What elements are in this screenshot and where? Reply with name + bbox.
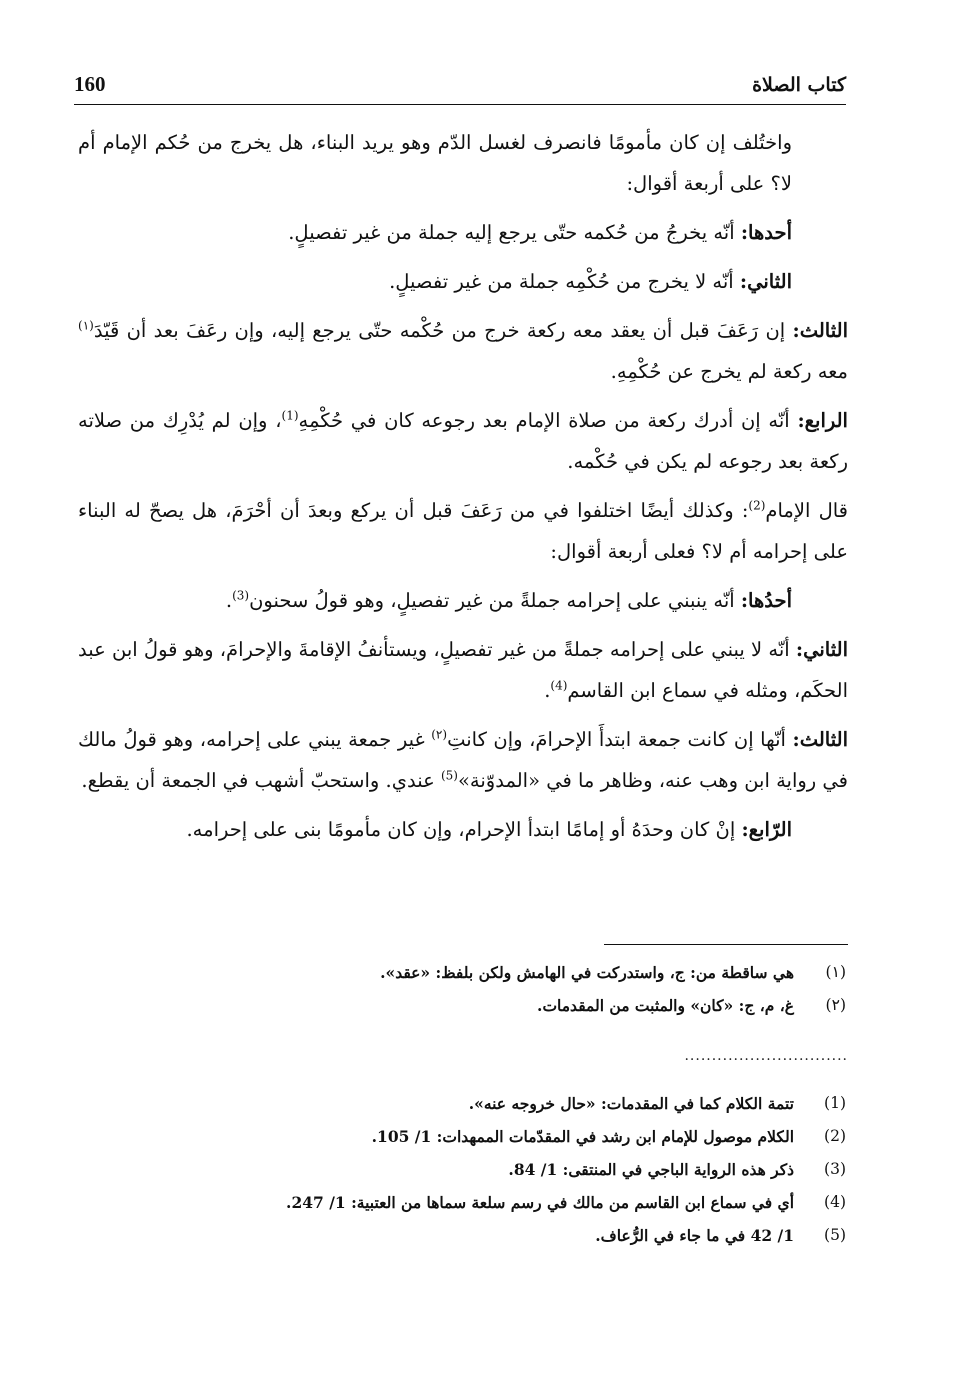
footnote-item [78,1219,848,1252]
footnote-text: هي ساقطة من: ج، واستدركت في الهامش ولكن بلفظ: «عقد». [380,963,794,982]
footnote-item [78,1120,848,1153]
footnote-text: تتمة الكلام كما في المقدمات: «حال خروجه عنه». [468,1094,794,1113]
paragraph-opinion-4 [78,400,848,482]
main-text [78,122,848,858]
paragraph-text: أنّه لا يخرج من حُكْمِه جملة من غير تفصيلٍ. [389,270,740,293]
footnote-number: (4) [824,1193,846,1211]
footnote-ref: (١) [78,318,94,333]
paragraph-lead: الرابع: [797,409,848,432]
footnote-ref: (2) [748,498,766,513]
paragraph-opinion-3 [78,310,848,392]
footnote-item [78,1186,848,1219]
paragraph-lead: الثاني: [739,270,792,293]
paragraph-opinion-2 [78,261,848,302]
footnote-ref: (4) [550,678,568,693]
paragraph-imam [78,490,848,572]
paragraph-text: غير جمعة يبني على إحرامه، وهو قولُ مالك في رواية ابن وهب عنه، وظاهر ما في «المدوّنة» [78,728,848,792]
paragraph-text: : وكذلك أيضًا اختلفوا في من رَعَفَ قبل أن يركع وبعدَ أن أحْرَمَ، هل يصحّ له البناء على إحرامه أم لا؟ فعلى أربعة أقوال: [78,499,848,563]
footnotes-commentary [78,1087,848,1252]
paragraph-text: أنّه يخرجُ من حُكمه حتّى يرجع إليه جملة من غير تفصيلٍ. [288,221,741,244]
footnote-text: ذكر هذه الرواية الباجي في المنتقى: 1/ 84. [508,1160,794,1179]
page-number: 160 [74,72,106,96]
page-header [74,70,846,105]
footnote-item [78,1153,848,1186]
footnote-text: غ، م، ج: «كان» والمثبت من المقدمات. [537,996,794,1015]
paragraph-intro [78,122,848,204]
paragraph-text: ، وإن لم يُدْرِك من صلاته ركعة بعد رجوعه لم يكن في حُكْمه. [78,409,848,473]
paragraph-ihram-1 [78,580,848,621]
paragraph-lead: الرّابع: [741,818,792,841]
footnote-number: (٢) [825,996,846,1014]
footnote-ref: (5) [440,768,458,783]
paragraph-text: واختُلف إن كان مأمومًا فانصرف لغسل الدّم وهو يريد البناء، هل يخرج من حُكم الإمام أم لا؟ على أربعة أقوال: [78,131,792,195]
paragraph-lead: أحدُها: [740,589,792,612]
footnotes-manuscript [78,956,848,1022]
footnote-ref: (3) [232,588,250,603]
paragraph-text: أنّه إن أدرك ركعة من صلاة الإمام بعد رجوعه كان في حُكْمِهِ [298,409,798,432]
footnote-item [78,1087,848,1120]
paragraph-lead: الثاني: [795,638,848,661]
footnote-item [78,989,848,1022]
paragraph-ihram-3 [78,719,848,801]
paragraph-ihram-2 [78,629,848,711]
footnote-text: 1/ 42 في ما جاء في الرُّعاف. [595,1226,794,1245]
paragraph-text: أنّه ينبني على إحرامه جملةً من غير تفصيلٍ، وهو قولُ سحنون [249,589,741,612]
paragraph-lead: الثالث: [792,319,848,342]
footnote-number: (2) [824,1127,846,1145]
paragraph-text: عندي. واستحبّ أشهب في الجمعة أن يقطع. [81,769,441,792]
footnote-number: (١) [825,963,846,981]
paragraph-text: إن رَعَفَ قبل أن يعقد معه ركعة خرج من حُكْمه حتّى يرجع إليه، وإن رعَفَ بعد أن قَيّدَ [93,319,793,342]
paragraph-text: أنّه لا يبني على إحرامه جملةً من غير تفصيلٍ، ويستأنفُ الإقامةَ والإحرامَ، وهو قولُ ابن عبد الحكَم، ومثله في سماع ابن القاسم [78,638,848,702]
footnote-divider [604,944,848,945]
paragraph-text: أنّها إن كانت جمعة ابتدأَ الإحرامَ، وإن كانتِ [447,728,793,751]
paragraph-text: . [225,589,233,612]
footnote-item [78,956,848,989]
paragraph-text: معه ركعة لم يخرج عن حُكْمِهِ. [610,360,848,383]
paragraph-text: إنْ كان وحدَهُ أو إمامًا ابتدأ الإحرام، وإن كان مأمومًا بنى على إحرامه. [186,818,742,841]
footnote-text: الكلام موصول للإمام ابن رشد في المقدّمات الممهدات: 1/ 105. [371,1127,794,1146]
paragraph-opinion-1 [78,212,848,253]
footnote-ref: (1) [281,408,299,423]
running-title: كتاب الصلاة [752,74,846,96]
paragraph-ihram-4 [78,809,848,850]
footnote-ref: (٢) [431,727,448,742]
footnote-text: أي في سماع ابن القاسم من مالك في رسم سلعة سماها من العتبية: 1/ 247. [286,1193,794,1212]
paragraph-text: قال الإمام [765,499,848,522]
dotted-separator: .............................. [684,1048,848,1064]
paragraph-lead: الثالث: [792,728,848,751]
footnote-number: (5) [824,1226,846,1244]
paragraph-text: . [544,679,551,702]
footnote-number: (1) [824,1094,846,1112]
footnote-number: (3) [824,1160,846,1178]
paragraph-lead: أحدها: [740,221,792,244]
